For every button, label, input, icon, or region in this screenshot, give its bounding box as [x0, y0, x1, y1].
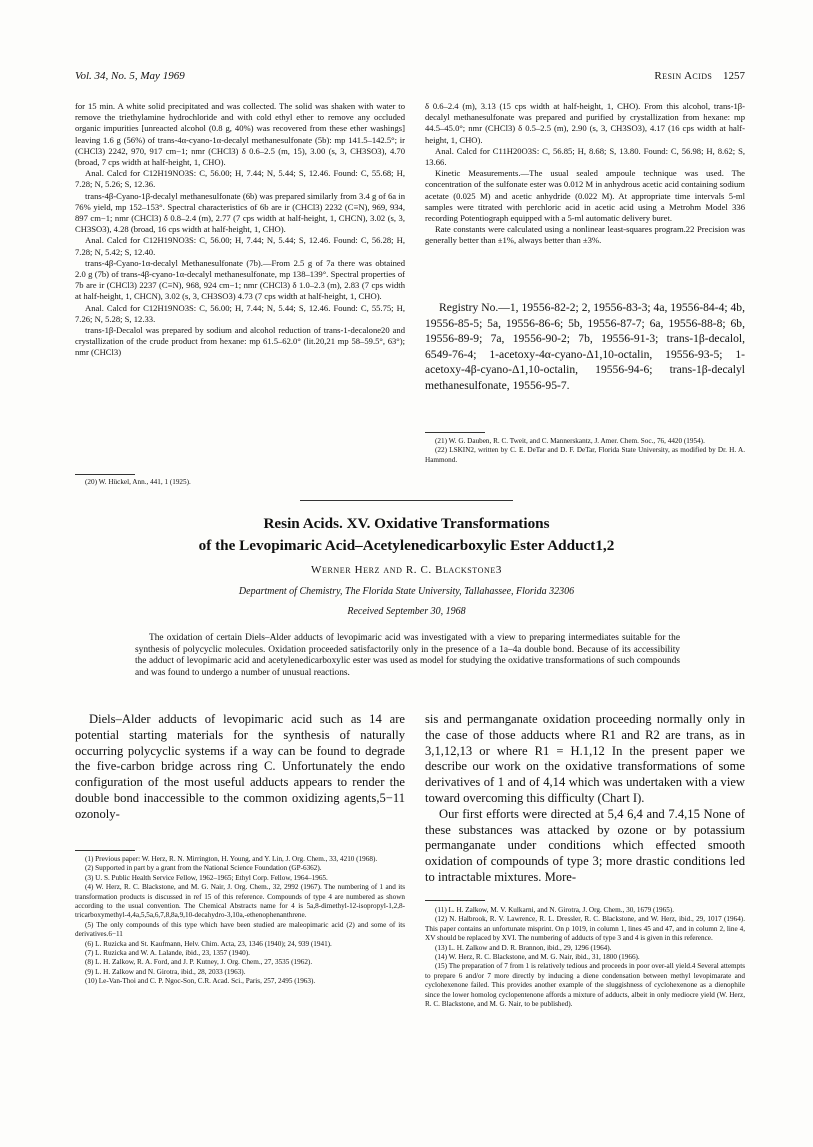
- footnote-divider: [425, 900, 485, 901]
- footnote: (3) U. S. Public Health Service Fellow, 1962–1965; Ethyl Corp. Fellow, 1964–1965.: [85, 873, 328, 882]
- registry-text: Registry No.—1, 19556-82-2; 2, 19556-83-3; 4a, 19556-84-4; 4b, 19556-85-5; 5a, 19556-86-6; 5b, 19556-87-7; 6a, 19556-88-8; 6b, 19556-89-9; 7a, 19556-90-2; 7b, 19556-91-3; trans-1β-decalol, 6549-76-4; 1-acetoxy-4α-cyano-Δ1,10-octalin, 19556-93-5; 1-acetoxy-4β-cyano-Δ1,10-octalin, 19556-94-6; trans-1β-decalyl methanesulfonate, 19556-95-7.: [425, 301, 745, 392]
- paragraph: trans-4β-Cyano-1β-decalyl methanesulfonate (6b) was prepared similarly from 3.4 g of 6a in 76% yield, mp 152–153°. Spectral characteristics of 6b are ir (CHCl3) 2232 (C≡N), 969, 934, 897 cm−1; nmr (CHCl3) δ 0.8–2.4 (m), 2.77 (7 cps width at half-height, 1, CHCN), 3.02 (s, 3, CH3SO3), 4.28 (broad, 16 cps width at half-height, 1, CHO).: [75, 190, 405, 235]
- abstract: The oxidation of certain Diels–Alder adducts of levopimaric acid was investigated with a view to preparing intermediates suitable for the synthesis of polycyclic molecules. Oxidation proceeded satisfactorily only in the presence of a 1a–4a double bond. Because of its accessibility the adduct of levopimaric acid and acetylenedicarboxylic ester was used as model for studying the oxidative transformations of such compounds and was found to undergo a number of unusual reactions.: [135, 633, 680, 678]
- body-right-column: [425, 712, 745, 886]
- footnote: (2) Supported in part by a grant from the National Science Foundation (GP-6362).: [85, 864, 322, 873]
- page-number: 1257: [723, 70, 745, 82]
- footnotes-top-right: [425, 437, 745, 465]
- paragraph: Anal. Calcd for C12H19NO3S: C, 56.00; H, 7.44; N, 5.44; S, 12.46. Found: C, 56.28; H, 7.28; N, 5.42; S, 12.40.: [75, 235, 405, 257]
- footnotes-left: [75, 855, 405, 987]
- running-header: [560, 70, 745, 82]
- footnote: (9) L. H. Zalkow and N. Girotra, ibid., 28, 2033 (1963).: [85, 967, 246, 976]
- footnote: (20) W. Hückel, Ann., 441, 1 (1925).: [85, 478, 191, 486]
- footnote: (6) L. Ruzicka and St. Kaufmann, Helv. Chim. Acta, 23, 1346 (1940); 24, 939 (1941).: [85, 939, 332, 948]
- paragraph: Our first efforts were directed at 5,4 6,4 and 7.4,15 None of these substances was attacked by ozone or by potassium permanganate under conditions which effected smooth oxidation of compounds of type 3; more drastic conditions led to intractable mixtures. More-: [425, 806, 745, 884]
- footnote: (15) The preparation of 7 from 1 is relatively tedious and proceeds in poor over-all yield.4 Several attempts to prepare 6 and/or 7 more directly by inducing a diene condensation between methyl levopimarate and cyclohexenone failed. This provides another example of the sluggishness of cyclohexenone as a dienophile since the lower homolog cyclopentenone affords a mixture of adducts, albeit in only mediocre yield (W. Herz, R. C. Blackstone, and M. G. Nair, to be published).: [425, 962, 745, 1009]
- footnote: (7) L. Ruzicka and W. A. Lalande, ibid., 23, 1357 (1940).: [85, 949, 250, 958]
- footnote: (11) L. H. Zalkow, M. V. Kulkarni, and N. Girotra, J. Org. Chem., 30, 1679 (1965).: [435, 906, 675, 914]
- paragraph: Anal. Calcd for C12H19NO3S: C, 56.00; H, 7.44; N, 5.44; S, 12.46. Found: C, 55.68; H, 7.28; N, 5.26; S, 12.36.: [75, 168, 405, 190]
- paragraph: Rate constants were calculated using a nonlinear least-squares program.22 Precision was generally better than ±1%, always better than ±3%.: [425, 224, 745, 246]
- footnote: (10) Le-Van-Thoi and C. P. Ngoc-Son, C.R. Acad. Sci., Paris, 257, 2495 (1963).: [85, 977, 316, 986]
- experimental-right-column: [425, 101, 745, 247]
- footnote-divider: [75, 850, 135, 851]
- footnotes-right: [425, 906, 745, 1009]
- article-title-line2: of the Levopimaric Acid–Acetylenedicarboxylic Ester Adduct1,2: [198, 537, 615, 554]
- paragraph: Anal. Calcd for C11H20O3S: C, 56.85; H, 8.68; S, 13.80. Found: C, 56.98; H, 8.62; S, 13.66.: [425, 145, 745, 168]
- paragraph: for 15 min. A white solid precipitated and was collected. The solid was shaken with water to remove the triethylamine hydrochloride and with cold ethyl ether to remove any occluded organic impurities [unreacted alcohol (0.8 g, 40%) was recovered from these ether washings] leaving 1.6 g (56%) of trans-4α-cyano-1α-decalyl methanesulfonate (5b): mp 141.5–142.5°; ir (CHCl3) 2242, 970, 917 cm−1; nmr (CHCl3) δ 0.6–2.5 (m, 15), 3.00 (s, 3, CH3SO3), 4.70 (broad, 7 cps width at half-height, 1, CHO).: [75, 101, 405, 168]
- footnote: (13) L. H. Zalkow and D. R. Brannon, ibid., 29, 1296 (1964).: [435, 943, 612, 952]
- paragraph: trans-4β-Cyano-1α-decalyl Methanesulfonate (7b).—From 2.5 g of 7a there was obtained 2.0 g (7b) of trans-4β-cyano-1α-decalyl methanesulfonate, mp 138–139°. Spectral properties of 7b are ir (CHCl3) 2237 (C≡N), 968, 924 cm−1; nmr (CHCl3) δ 1.0–2.3 (m), 2.83 (7 cps width at half-height, 1, CHCN), 3.02 (s, 3, CH3SO3) 4.73 (7 cps width at half-height, 1, CHO).: [75, 257, 405, 302]
- article-title: Resin Acids. XV. Oxidative Transformations: [263, 515, 550, 532]
- footnote: (12) N. Halbrook, R. V. Lawrence, R. L. Dressler, R. C. Blackstone, and W. Herz, ibid., 29, 1017 (1964). This paper contains an unfortunate misprint. On p 1019, in column 1, lines 45 and 47, and in column 2, line 4, XV should be replaced by XVI. The numbering of adducts of type 3 and 4 is given in this reference.: [425, 915, 745, 943]
- paragraph: trans-1β-Decalol was prepared by sodium and alcohol reduction of trans-1-decalone20 and crystallization of the crude product from hexane: mp 61.5–62.0° (lit.20,21 mp 58–59.5°, 63°); nmr (CHCl3): [75, 325, 405, 358]
- registry-numbers: [425, 300, 745, 393]
- footnote: (14) W. Herz, R. C. Blackstone, and M. G. Nair, ibid., 31, 1800 (1966).: [435, 953, 640, 962]
- footnote: (22) LSKIN2, written by C. E. DeTar and D. F. DeTar, Florida State University, as modified by Dr. H. A. Hammond.: [425, 446, 745, 464]
- footnote: (1) Previous paper: W. Herz, R. N. Mirrington, H. Young, and Y. Lin, J. Org. Chem., 33, 4210 (1968).: [85, 855, 378, 863]
- paragraph: Kinetic Measurements.—The usual sealed ampoule technique was used. The concentration of the sulfonate ester was 0.012 M in anhydrous acetic acid containing sodium acetate (0.025 M) and acetic anhydride (0.022 M). At appropriate time intervals 5-ml samples were titrated with perchloric acid in acetic acid using a Metrohm Model 336 recording Potentiograph equipped with a 5-ml automatic delivery buret.: [425, 168, 745, 224]
- running-header-section: Resin Acids: [654, 70, 713, 82]
- affiliation: Department of Chemistry, The Florida State University, Tallahassee, Florida 32306: [238, 586, 575, 597]
- body-left-column: [75, 712, 405, 823]
- received-date: Received September 30, 1968: [347, 606, 466, 617]
- footnote-divider: [75, 474, 135, 475]
- footnote: (5) The only compounds of this type which have been studied are maleopimaric acid (2) and some of its derivatives.6−11: [75, 920, 405, 939]
- paragraph: Anal. Calcd for C12H19NO3S: C, 56.00; H, 7.44; N, 5.44; S, 12.46. Found: C, 55.75; H, 7.26; N, 5.28; S, 12.33.: [75, 302, 405, 324]
- footnote-divider: [425, 432, 485, 433]
- article-separator: [300, 500, 513, 501]
- experimental-left-column: [75, 101, 405, 359]
- footnote: (21) W. G. Dauben, R. C. Tweit, and C. Mannerskantz, J. Amer. Chem. Soc., 76, 4420 (1954).: [435, 437, 705, 445]
- paragraph: δ 0.6–2.4 (m), 3.13 (15 cps width at half-height, 1, CHO). From this alcohol, trans-1β-decalyl methanesulfonate was prepared and purified by crystallization from hexane: mp 44.5–45.0°; nmr (CHCl3) δ 0.5–2.5 (m), 2.90 (s, 3, CH3SO3), 4.17 (16 cps width at half-height, 1, CHO).: [425, 101, 745, 145]
- footnotes-top-left: [75, 478, 405, 487]
- paragraph: sis and permanganate oxidation proceeding normally only in the case of those adducts where R1 and R2 are trans, as in 3,1,12,13 or where R1 = H.1,12 In the present paper we describe our work on the oxidative transformations of some derivatives of 1 and of 4,14 which was undertaken with a view toward overcoming this difficulty (Chart I).: [425, 712, 745, 805]
- footnote: (8) L. H. Zalkow, R. A. Ford, and J. P. Kutney, J. Org. Chem., 27, 3535 (1962).: [85, 958, 313, 967]
- paragraph: Diels–Alder adducts of levopimaric acid such as 14 are potential starting materials for the synthesis of naturally occurring polycyclic systems if a way can be found to degrade the five-carbon bridge across ring C. Unfortunately the endo configuration of the most useful adducts appears to render the double bond inaccessible to the common oxidizing agents,5−11 ozonoly-: [75, 712, 405, 821]
- authors: Werner Herz and R. C. Blackstone3: [311, 564, 502, 576]
- footnote: (4) W. Herz, R. C. Blackstone, and M. G. Nair, J. Org. Chem., 32, 2992 (1967). The numbering of 1 and its transformation products is discussed in ref 15 of this reference. Compounds of type 4 are numbered as shown according to the usual convention. The Chemical Abstracts name for 4 is 5a,8-dimethyl-12-isopropyl-1,2,8-tricarboxymethyl-4,4a,5,5a,6,7,8,8a,9,10-decahydro-3,10a,-ethenophenanthrene.: [75, 883, 405, 920]
- running-header-volume: Vol. 34, No. 5, May 1969: [75, 70, 185, 82]
